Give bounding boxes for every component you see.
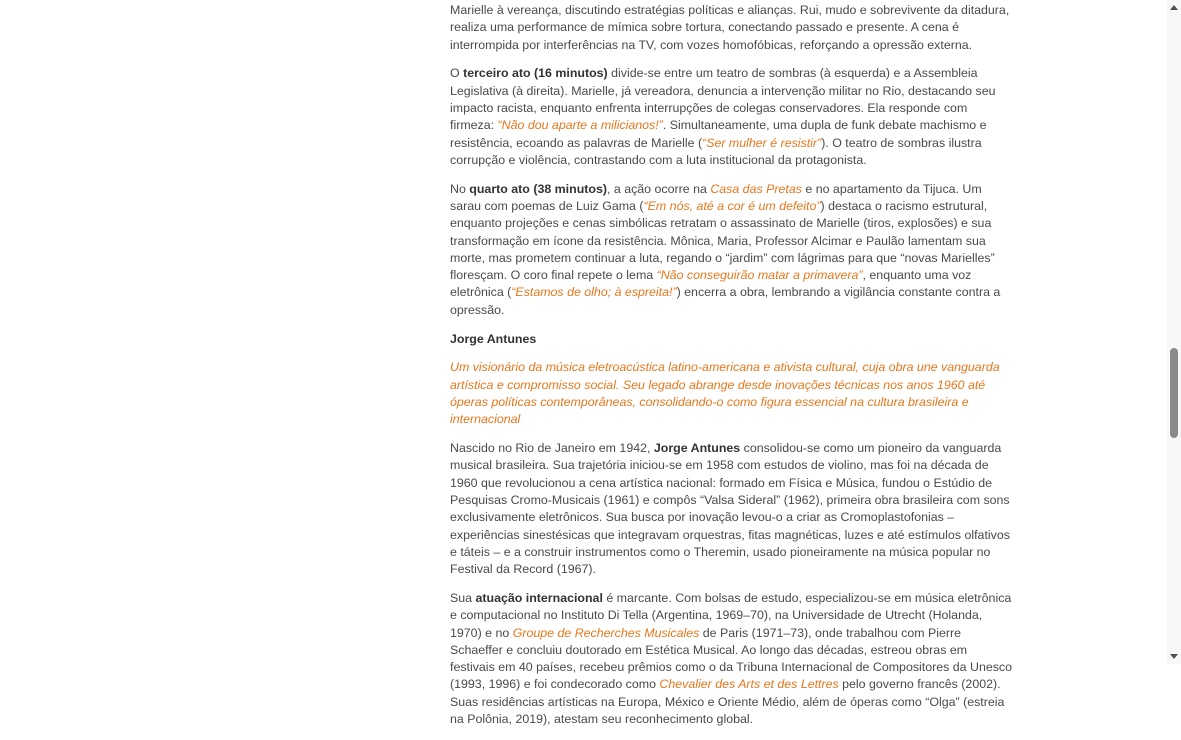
casa-das-pretas: Casa das Pretas: [710, 181, 802, 196]
quote-milicianos: “Não dou aparte a milicianos!”: [497, 118, 663, 133]
text: ) encerra a obra, lembrando a vigilância constante contra a opressão.: [450, 285, 1001, 317]
quote-primavera: “Não conseguirão matar a primavera”: [656, 268, 863, 283]
text: , enquanto uma voz eletrônica (: [450, 268, 972, 300]
bold-jorge-antunes: Jorge Antunes: [653, 441, 741, 456]
text: pelo governo francês (2002). Suas residências artísticas na Europa, México e Oriente Médio, além de óperas como “Olga” (estreia na Polônia, 2019), atestam seu reconhecimento global.: [450, 677, 1005, 726]
text: O: [450, 66, 464, 81]
text: de Paris (1971–73), onde trabalhou com Pierre Schaeffer e concluiu doutorado em Estética Musical. Ao longo das décadas, estreou obras em festivais em 40 países, recebeu prêmios como o da Tribuna Internacional de Compositores da Unesco (1993, 1996) e foi condecorado como: [450, 625, 1013, 692]
quote-espreita: “Estamos de olho; à espreita!”: [511, 285, 677, 300]
text: Marielle à vereança, discutindo estratégias políticas e alianças. Rui, mudo e sobrevivente da ditadura, realiza uma performance de mímica sobre tortura, conectando passado e presente. A cena é interrompida por interferências na TV, com vozes homofóbicas, reforçando a opressão externa.: [450, 3, 1010, 52]
bold-atuacao-internacional: atuação internacional: [475, 590, 603, 605]
text: Sua: [450, 590, 476, 605]
paragraph-international: [450, 590, 1012, 728]
text: consolidou-se como um pioneiro da vanguarda musical brasileira. Sua trajetória iniciou-se em 1958 com estudos de violino, mas foi na década de 1960 que revolucionou a cena artística nacional: formado em Física e Música, fundou o Estúdio de Pesquisas Cromo-Musicais (1961) e compôs “Valsa Sideral” (1962), primeira obra brasileira com sons exclusivamente eletrônicos. Sua busca por inovação levou-o a criar as Cromoplastofonias – experiências sinestésicas que integravam orquestras, fitas magnéticas, luzes e até estímulos olfativos e táteis – e a construir instrumentos como o Theremin, usado pioneiramente na música popular no Festival da Record (1967).: [450, 441, 1010, 577]
bold-third-act: terceiro ato (16 minutos): [463, 66, 608, 81]
scrollbar-thumb[interactable]: [1170, 348, 1178, 438]
text: ) destaca o racismo estrutural, enquanto projeções e cenas simbólicas retratam o assassinato de Marielle (tiros, explosões) e sua transformação em ícone da resistência. Mônica, Maria, Professor Alcimar e Paulão lamentam sua morte, mas prometem continuar a luta, regando o “jardim” com lágrimas para que “novas Marielles” floresçam. O coro final repete o lema: [450, 198, 995, 283]
section-lead: Um visionário da música eletroacústica latino-americana e ativista cultural, cuja obra une vanguarda artística e compromisso social. Seu legado abrange desde inovações técnicas nos anos 1960 até óperas políticas contemporâneas, consolidando-o como figura essencial na cultura brasileira e internacional: [450, 360, 1000, 427]
paragraph-biography: [450, 440, 1012, 578]
paragraph-fourth-act: [450, 181, 1012, 319]
text: divide-se entre um teatro de sombras (à esquerda) e a Assembleia Legislativa (à direita). Marielle, já vereadora, denuncia a intervenção militar no Rio, destacando seu impacto racista, enquanto enfrenta interrupções de colegas conservadores. Ela responde com firmeza:: [450, 66, 996, 133]
paragraph-third-act: [450, 65, 1012, 169]
text: e no apartamento da Tijuca. Um sarau com poemas de Luiz Gama (: [450, 181, 982, 213]
text: ). O teatro de sombras ilustra corrupção e violência, contrastando com a luta institucional da protagonista.: [450, 135, 982, 167]
bold-fourth-act: quarto ato (38 minutos): [469, 181, 607, 196]
scroll-up-arrow-icon[interactable]: [1170, 5, 1178, 10]
text: . Simultaneamente, uma dupla de funk debate machismo e resistência, ecoando as palavras de Marielle (: [450, 118, 987, 150]
text: , a ação ocorre na: [606, 181, 711, 196]
text: No: [450, 181, 470, 196]
text: é marcante. Com bolsas de estudo, especializou-se em música eletrônica e computacional no Instituto Di Tella (Argentina, 1969–70), na Universidade de Utrecht (Holanda, 1970) e no: [450, 590, 1012, 640]
scroll-down-arrow-icon[interactable]: [1170, 654, 1178, 659]
paragraph-second-act-end: [450, 2, 1012, 54]
quote-ser-mulher: “Ser mulher é resistir”: [702, 135, 822, 150]
article-content: [450, 2, 1012, 740]
groupe-de-recherches: Groupe de Recherches Musicales: [512, 625, 700, 640]
chevalier-des-arts: Chevalier des Arts et des Lettres: [659, 677, 839, 692]
quote-luiz-gama: “Em nós, até a cor é um defeito”: [643, 198, 821, 213]
vertical-scrollbar[interactable]: [1167, 0, 1181, 664]
section-title: Jorge Antunes: [450, 331, 537, 346]
text: Nascido no Rio de Janeiro em 1942,: [450, 441, 654, 456]
